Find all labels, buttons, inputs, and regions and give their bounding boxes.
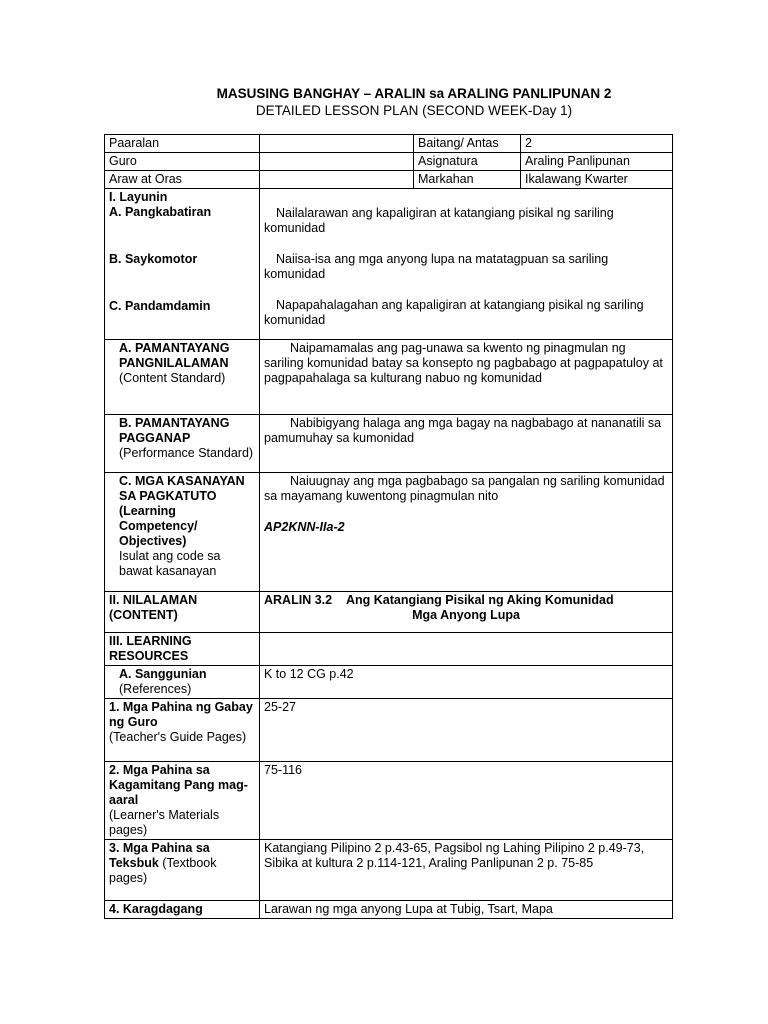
layunin-heading: I. Layunin [109,190,168,204]
markahan-value: Ikalawang Kwarter [521,171,673,189]
performance-standard-label [105,415,260,473]
performance-standard-row [105,415,673,473]
lesson-plan-table [104,134,673,919]
content-standard-label-bold: A. PAMANTAYANG PANGNILALAMAN [119,341,230,370]
layunin-texts [260,189,673,340]
layunin-b-label: B. Saykomotor [109,252,198,266]
info-row-paaralan [105,135,673,153]
competency-label-plain: Isulat ang code sa bawat kasanayan [119,549,221,578]
sanggunian-sub: (References) [119,682,192,696]
resources-heading-blank [260,633,673,666]
competency-text: Naiuugnay ang mga pagbabago sa pangalan ng sariling komunidad sa mayamang kuwentong pinagmulan nito [264,474,665,503]
layunin-c-text: Napapahalagahan ang kapaligiran at katangiang pisikal ng sariling komunidad [264,298,644,327]
layunin-a-text: Nailalarawan ang kapaligiran at katangiang pisikal ng sariling komunidad [264,206,614,235]
resources-heading: III. LEARNING RESOURCES [105,633,260,666]
competency-row [105,473,673,592]
gabay-guro-row [105,699,673,762]
layunin-labels [105,189,260,340]
info-row-guro [105,153,673,171]
layunin-row [105,189,673,340]
asignatura-value: Araling Panlipunan [521,153,673,171]
content-standard-label-plain: (Content Standard) [119,371,226,385]
performance-standard-text: Nabibigyang halaga ang mga bagay na nagbabago at nananatili sa pamumuhay sa kumonidad [264,416,662,445]
document-subtitle: DETAILED LESSON PLAN (SECOND WEEK-Day 1) [255,103,573,118]
karagdagang-label: 4. Karagdagang [105,901,260,919]
araw-value [260,171,414,189]
nilalaman-row [105,592,673,633]
guro-label: Guro [105,153,260,171]
kagamitan-label: 2. Mga Pahina sa Kagamitang Pang mag-aaral (Learner's Materials pages) [105,762,260,840]
nilalaman-label: II. NILALAMAN (CONTENT) [105,592,260,633]
araw-label: Araw at Oras [105,171,260,189]
asignatura-label: Asignatura [414,153,521,171]
guro-value [260,153,414,171]
aralin-topic: Ang Katangiang Pisikal ng Aking Komunidad [345,593,614,607]
content-standard-text: Naipamamalas ang pag-unawa sa kwento ng pinagmulan ng sariling komunidad batay sa konsepto ng pagbabago at pagpapatuloy at pagpapahalaga sa kulturang nabuo ng komunidad [264,341,663,385]
content-standard-cell [260,340,673,415]
competency-label-bold: C. MGA KASANAYAN SA PAGKATUTO (Learning Competency/ Objectives) [119,474,245,548]
sanggunian-label: A. Sanggunian (References) [105,666,260,699]
paaralan-label: Paaralan [105,135,260,153]
gabay-guro-value: 25-27 [260,699,673,762]
gabay-guro-sub: (Teacher's Guide Pages) [109,730,247,744]
karagdagang-row [105,901,673,919]
performance-standard-label-plain: (Performance Standard) [119,446,254,460]
resources-heading-row [105,633,673,666]
baitang-label: Baitang/ Antas [414,135,521,153]
competency-cell [260,473,673,592]
aralin-subtopic: Mga Anyong Lupa [412,608,520,622]
karagdagang-value: Larawan ng mga anyong Lupa at Tubig, Tsart, Mapa [260,901,673,919]
markahan-label: Markahan [414,171,521,189]
info-row-araw [105,171,673,189]
teksbuk-value: Katangiang Pilipino 2 p.43-65, Pagsibol ng Lahing Pilipino 2 p.49-73, Sibika at kultura 2 p.114-121, Araling Panlipunan 2 p. 75-85 [260,840,673,901]
sanggunian-value: K to 12 CG p.42 [260,666,673,699]
content-standard-label [105,340,260,415]
performance-standard-label-bold: B. PAMANTAYANG PAGGANAP [119,416,230,445]
layunin-a-label: A. Pangkabatiran [109,205,212,219]
teksbuk-sub: (Textbook pages) [109,856,217,885]
nilalaman-cell [260,592,673,633]
gabay-guro-label: 1. Mga Pahina ng Gabay ng Guro (Teacher's Guide Pages) [105,699,260,762]
kagamitan-row [105,762,673,840]
document-header [0,86,768,118]
baitang-value: 2 [521,135,673,153]
content-standard-row [105,340,673,415]
layunin-b-text: Naiisa-isa ang mga anyong lupa na matatagpuan sa sariling komunidad [264,252,609,281]
aralin-number: ARALIN 3.2 [264,593,333,607]
sanggunian-row [105,666,673,699]
competency-label [105,473,260,592]
competency-code: AP2KNN-IIa-2 [264,520,345,534]
paaralan-value [260,135,414,153]
performance-standard-cell [260,415,673,473]
kagamitan-value: 75-116 [260,762,673,840]
document-title: MASUSING BANGHAY – ARALIN sa ARALING PANLIPUNAN 2 [216,86,612,101]
layunin-c-label: C. Pandamdamin [109,299,211,313]
teksbuk-label: 3. Mga Pahina sa Teksbuk (Textbook pages) [105,840,260,901]
kagamitan-sub: (Learner's Materials pages) [109,808,220,837]
teksbuk-row [105,840,673,901]
